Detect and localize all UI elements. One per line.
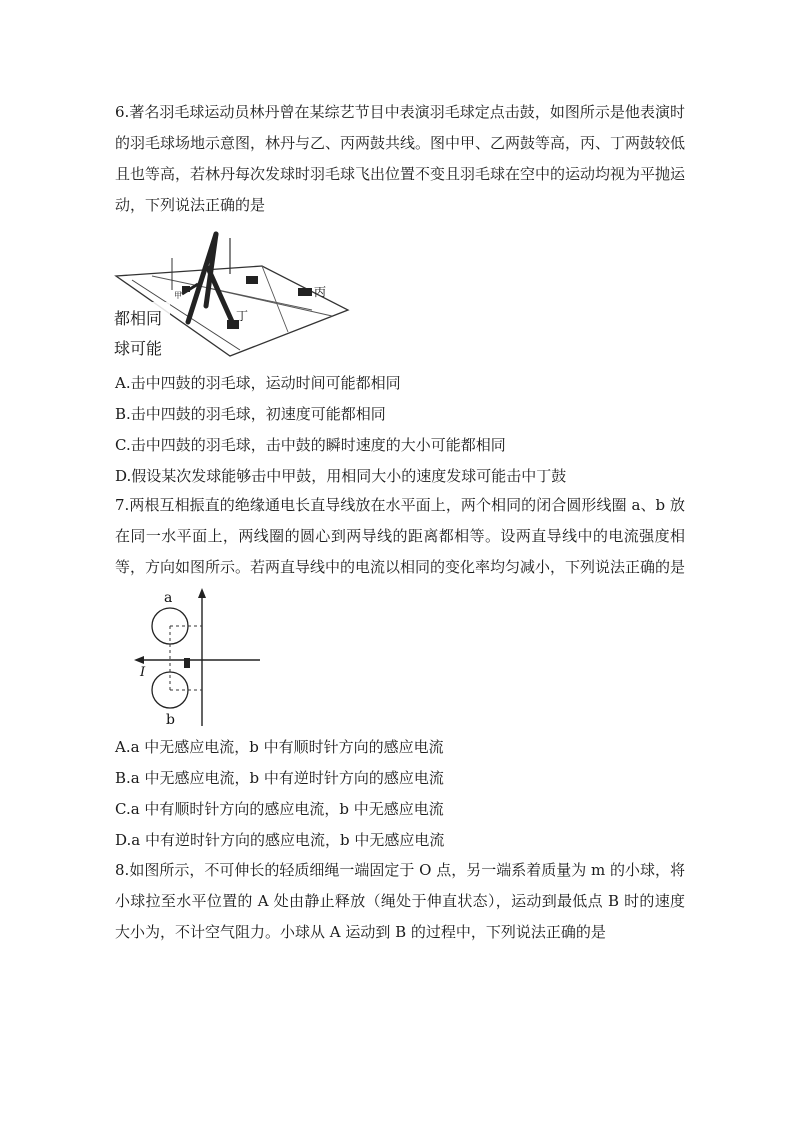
q7-option-b: B.a 中无感应电流，b 中有逆时针方向的感应电流 (115, 769, 444, 787)
court-line (262, 266, 288, 332)
overlay-text-1: 都相同 (114, 309, 163, 328)
drum-bing (298, 288, 312, 296)
label-ding: 丁 (236, 309, 249, 323)
wire-arrow-left (134, 656, 144, 664)
q7-option-c: C.a 中有顺时针方向的感应电流，b 中无感应电流 (115, 800, 444, 818)
overlay-text-2: 球可能 (114, 339, 163, 358)
q8-stem: 8.如图所示，不可伸长的轻质细绳一端固定于 O 点，另一端系着质量为 m 的小球，将小球拉至水平位置的 A 处由静止释放（绳处于伸直状态），运动到最低点 B 时的速度大小为，不计空气阻力。小球从 A 运动到 B 的过程中，下列说法正确的是 (115, 861, 685, 941)
q7-diagram (132, 586, 264, 728)
q7-stem: 7.两根互相振直的绝缘通电长直导线放在水平面上，两个相同的闭合圆形线圈 a、b 放在同一水平面上，两线圈的圆心到两导线的距离都相等。设两直导线中的电流强度相等，方向如图所示。若两直导线中的电流以相同的变化率均匀减小，下列说法正确的是 (115, 496, 686, 576)
q6-option-b: B.击中四鼓的羽毛球，初速度可能都相同 (115, 405, 386, 423)
q7-option-a: A.a 中无感应电流，b 中有顺时针方向的感应电流 (115, 738, 444, 756)
q6-option-a: A.击中四鼓的羽毛球，运动时间可能都相同 (115, 374, 401, 392)
label-current-I: I (140, 665, 146, 680)
crossing-mark (184, 658, 190, 668)
drum-yi (246, 276, 258, 284)
label-b: b (166, 712, 175, 728)
q6-badminton-court-figure (112, 228, 352, 360)
q7-coil-wire-figure (132, 586, 264, 728)
label-a: a (164, 590, 173, 606)
q6-stem: 6.著名羽毛球运动员林丹曾在某综艺节目中表演羽毛球定点击鼓，如图所示是他表演时的羽毛球场地示意图，林丹与乙、丙两鼓共线。图中甲、乙两鼓等高，丙、丁两鼓较低且也等高，若林丹每次发球时羽毛球飞出位置不变且羽毛球在空中的运动均视为平抛运动，下列说法正确的是 (115, 103, 686, 214)
label-jia: 甲 (174, 291, 182, 300)
q6-option-d: D.假设某次发球能够击中甲鼓，用相同大小的速度发球可能击中丁鼓 (115, 467, 567, 485)
q6-option-c: C.击中四鼓的羽毛球，击中鼓的瞬时速度的大小可能都相同 (115, 436, 506, 454)
player-figure (208, 268, 234, 326)
q6-court-diagram (112, 228, 352, 360)
drum-jia (182, 286, 190, 292)
wire-arrow-up (198, 588, 206, 598)
label-bing: 丙 (314, 285, 327, 299)
q7-option-d: D.a 中有逆时针方向的感应电流，b 中无感应电流 (115, 831, 445, 849)
